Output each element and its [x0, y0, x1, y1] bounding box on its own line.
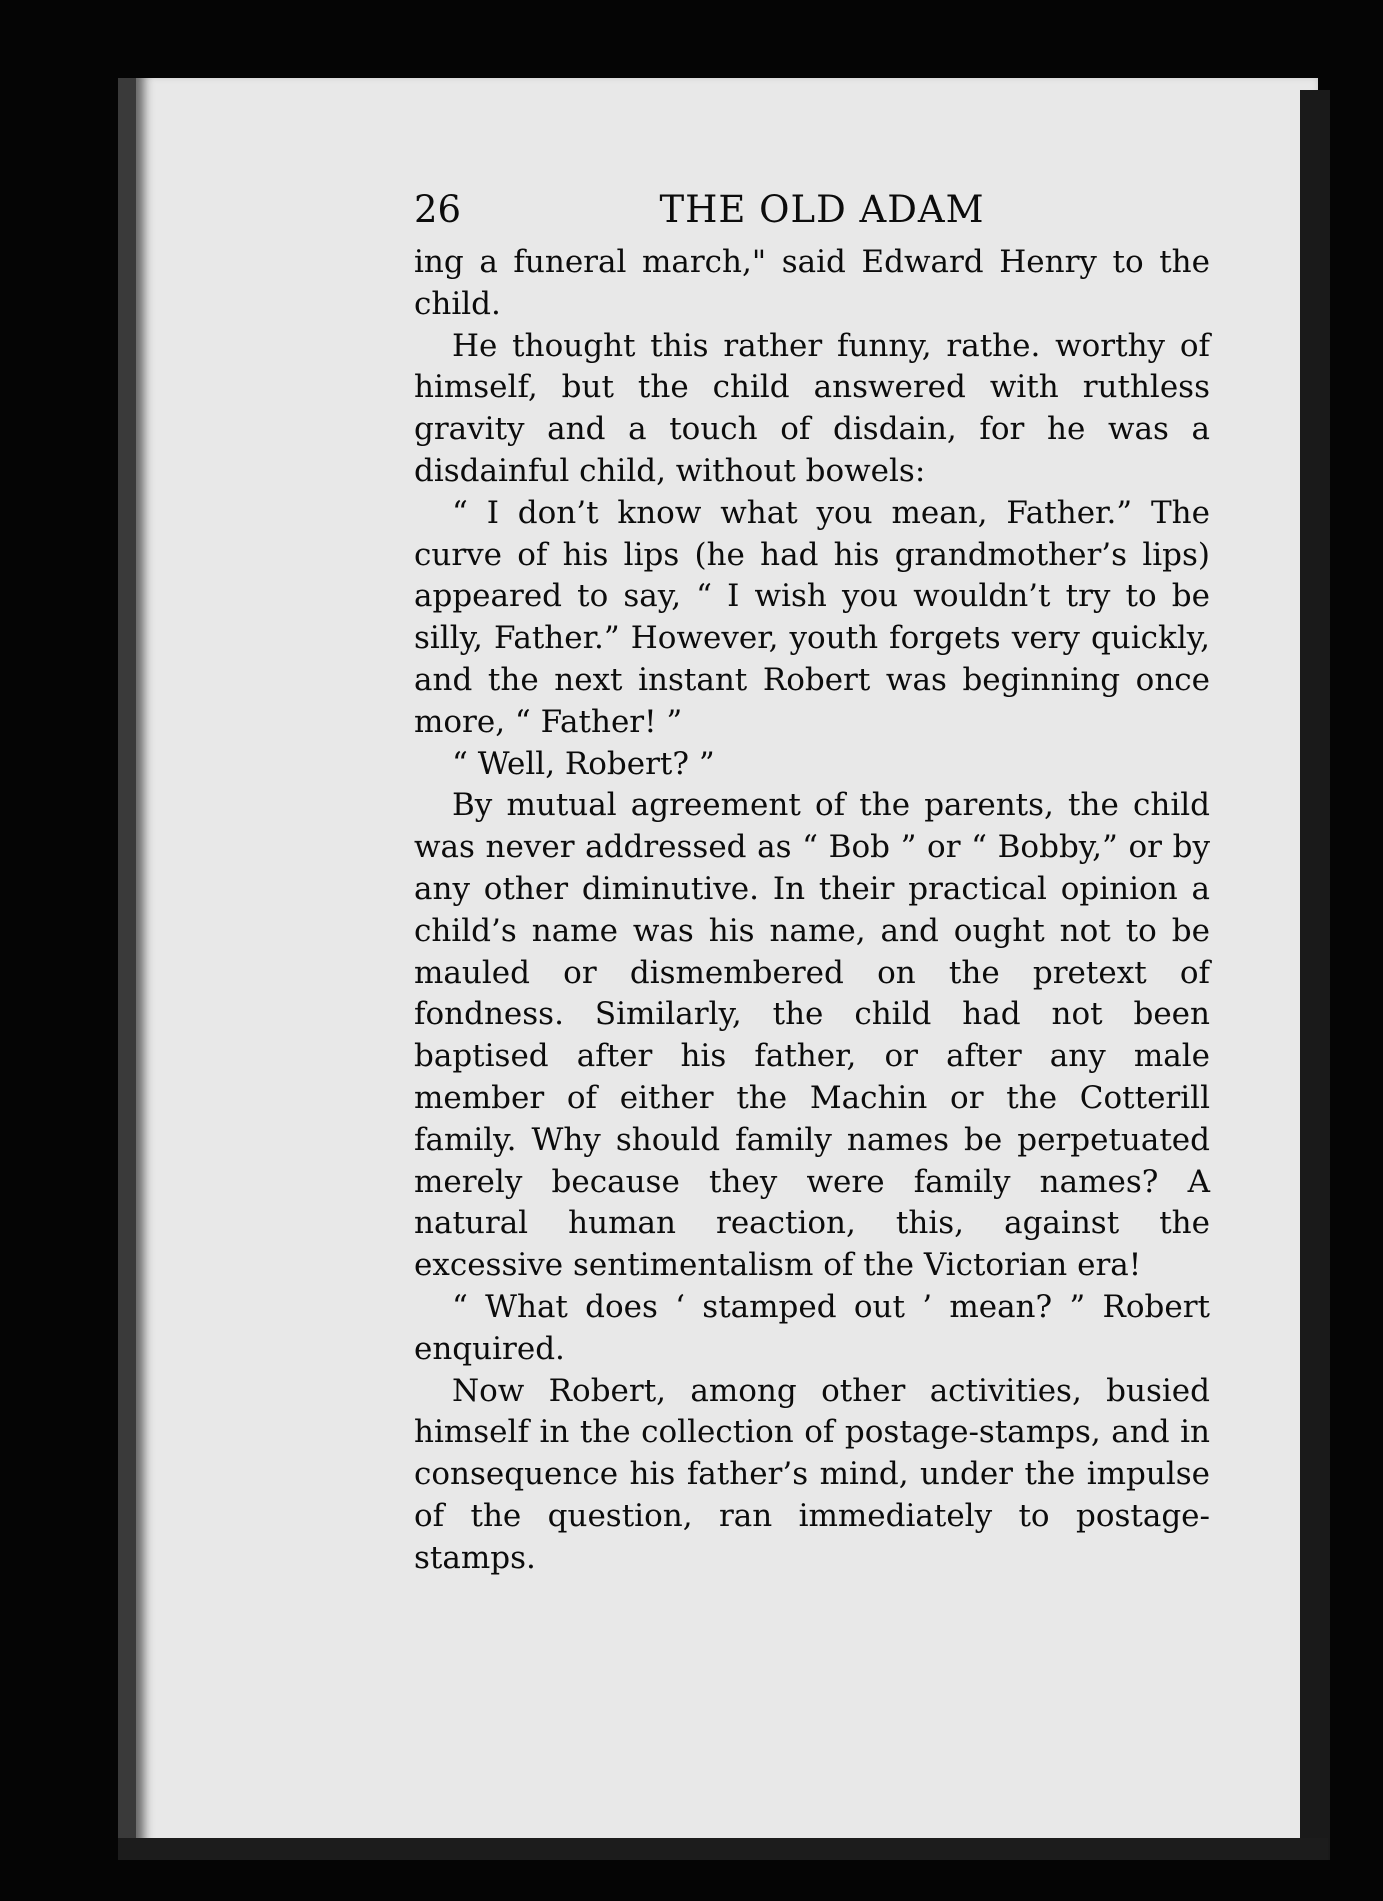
paragraph-2: He thought this rather funny, rathe. worthy of himself, but the child answered with ruthless gravity and a touch of disdain, for he was a disdainful child, without bowels: [414, 327, 1210, 489]
paragraph-7: Now Robert, among other activities, busied himself in the collection of postage-stamps, and in consequence his father’s mind, under the impulse of the question, ran immediately to postage-stamps. [414, 1372, 1210, 1576]
paragraph-5: By mutual agreement of the parents, the child was never addressed as “ Bob ” or “ Bobby,” or by any other diminutive. In their practical opinion a child’s name was his name, and ought not to be mauled or dismembered on the pretext of fondness. Similarly, the child had not been baptised after his father, or after any male member of either the Machin or the Cotterill family. Why should family names be perpetuated merely because they were family names? A natural human reaction, this, against the excessive sentimentalism of the Victorian era! [414, 787, 1210, 1284]
book-title: THE OLD ADAM [659, 188, 985, 231]
page-number: 26 [414, 188, 462, 231]
page-bottom-shadow [118, 1838, 1328, 1860]
paragraph-6: “ What does ‘ stamped out ’ mean? ” Robert enquired. [414, 1288, 1210, 1367]
paragraph-1: ing a funeral march," said Edward Henry to the child. [414, 244, 1210, 322]
paragraph-3: “ I don’t know what you mean, Father.” The curve of his lips (he had his grandmother’s lips) appeared to say, “ I wish you wouldn’t try to be silly, Father.” However, youth forgets very quickly, and the next instant Robert was beginning once more, “ Father! ” [414, 494, 1210, 740]
page-content [414, 180, 1210, 1580]
running-head [414, 180, 1210, 240]
page-right-shadow [1300, 90, 1330, 1860]
paragraph-4: “ Well, Robert? ” [452, 745, 715, 782]
